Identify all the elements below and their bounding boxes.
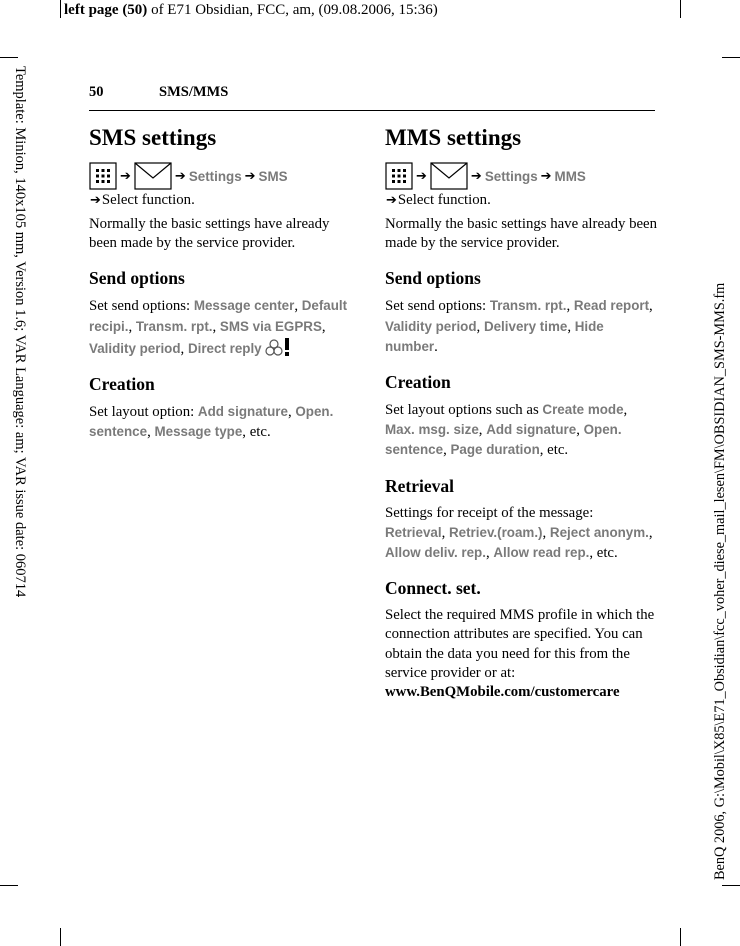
option-label: SMS via EGPRS: [219, 318, 322, 334]
crop-mark: [0, 885, 18, 886]
customercare-url[interactable]: www.BenQMobile.com/customercare: [385, 684, 620, 701]
nav-sms-label: SMS: [258, 168, 288, 184]
option-label: Retrieval: [385, 524, 442, 540]
sms-intro: Normally the basic settings have already been made by the service provider.: [89, 216, 330, 252]
option-label: Validity period: [385, 318, 477, 334]
mms-connect-set-heading: Connect. set.: [385, 578, 481, 599]
page-number: 50: [89, 84, 104, 100]
mms-send-options-heading: Send options: [385, 268, 481, 289]
exclamation-icon: [283, 337, 291, 357]
print-slug: [64, 0, 438, 20]
mms-retrieval-text: Settings for receipt of the message: Retrieval, Retriev.(roam.), Reject anonym., Allow deliv. rep., Allow read rep., etc.: [385, 504, 653, 562]
sms-send-options-heading: Send options: [89, 268, 185, 289]
mms-creation-heading: Creation: [385, 372, 451, 393]
nav-mms-label: MMS: [554, 168, 586, 184]
sms-send-options-text: Set send options: Message center, Default recipi., Transm. rpt., SMS via EGPRS, Validity period, Direct reply: [89, 298, 348, 357]
option-label: Create mode: [542, 402, 624, 418]
select-function-text: Select function.: [101, 192, 195, 208]
right-arrow-icon: ➔: [244, 168, 256, 184]
mms-settings-title: MMS settings: [385, 125, 522, 150]
option-label: Hide number: [385, 318, 604, 354]
select-function-line: [385, 192, 657, 209]
sms-settings-column: [89, 124, 357, 456]
mms-nav-path: [385, 160, 657, 192]
crop-mark: [722, 57, 740, 58]
right-arrow-icon: ➔: [416, 168, 427, 184]
option-label: Message center: [193, 298, 295, 314]
running-head: [89, 84, 655, 111]
network-service-icon: [265, 339, 283, 357]
crop-mark: [680, 0, 681, 18]
option-label: Message type: [154, 424, 243, 440]
mms-connect-set-text: Select the required MMS profile in which the connection attributes are specified. You can obtain the data you need for this from the service provider or at: www.BenQMobile.com/customercare: [385, 607, 655, 701]
right-arrow-icon: ➔: [386, 193, 397, 208]
mms-send-options-text: Set send options: Transm. rpt., Read report, Validity period, Delivery time, Hide number.: [385, 298, 653, 355]
right-arrow-icon: ➔: [540, 168, 552, 184]
file-path-sidebar: [712, 120, 732, 880]
sms-nav-path: [89, 160, 357, 192]
section-title: SMS/MMS: [159, 84, 229, 100]
template-info-text: Template: Minion, 140x105 mm, Version 1.6; VAR Language: am; VAR issue date: 060714: [12, 66, 28, 598]
crop-mark: [680, 928, 681, 946]
template-info-sidebar: [10, 66, 30, 866]
right-arrow-icon: ➔: [174, 168, 186, 184]
option-label: Retriev.(roam.): [448, 524, 543, 540]
sms-settings-title: SMS settings: [89, 125, 217, 150]
mms-settings-column: [385, 124, 657, 702]
sms-creation-text: Set layout option: Add signature, Open. sentence, Message type, etc.: [89, 404, 334, 441]
option-label: Max. msg. size: [385, 422, 479, 438]
option-label: Open. sentence: [89, 404, 334, 440]
right-arrow-icon: ➔: [120, 168, 131, 184]
option-label: Transm. rpt.: [135, 318, 213, 334]
file-path-text: BenQ 2006, G:\Mobil\X85\E71_Obsidian\fcc_voher_diese_mail_lesen\FM\OBSIDIAN_SMS-MMS.fm: [712, 282, 728, 880]
right-arrow-icon: ➔: [90, 193, 101, 208]
mms-intro: Normally the basic settings have already been made by the service provider.: [385, 216, 658, 252]
print-slug-details: of E71 Obsidian, FCC, am, (09.08.2006, 15:36): [147, 2, 438, 18]
envelope-key-icon: [430, 162, 468, 190]
menu-grid-key-icon: [385, 162, 413, 190]
option-label: Reject anonym.: [549, 524, 649, 540]
option-label: Allow deliv. rep.: [385, 545, 486, 561]
option-label: Transm. rpt.: [489, 298, 567, 314]
envelope-key-icon: [134, 162, 172, 190]
crop-mark: [60, 0, 61, 18]
mms-creation-text: Set layout options such as Create mode, Max. msg. size, Add signature, Open. sentence, Page duration, etc.: [385, 402, 628, 459]
select-function-line: [89, 192, 357, 209]
sms-creation-heading: Creation: [89, 374, 155, 395]
mms-retrieval-heading: Retrieval: [385, 475, 454, 496]
option-label: Delivery time: [483, 318, 568, 334]
menu-grid-key-icon: [89, 162, 117, 190]
option-label: Open. sentence: [385, 422, 622, 458]
nav-settings-label: Settings: [188, 168, 242, 184]
option-label: Add signature: [486, 422, 577, 438]
option-label: Direct reply: [187, 340, 262, 356]
option-label: Page duration: [450, 442, 540, 458]
right-arrow-icon: ➔: [470, 168, 482, 184]
option-label: Add signature: [197, 404, 288, 420]
option-label: Read report: [573, 298, 650, 314]
crop-mark: [722, 885, 740, 886]
option-label: Allow read rep.: [493, 545, 590, 561]
nav-settings-label: Settings: [484, 168, 538, 184]
option-label: Default recipi.: [89, 298, 348, 334]
select-function-text: Select function.: [397, 192, 491, 208]
crop-mark: [0, 57, 18, 58]
print-slug-page: left page (50): [64, 2, 148, 18]
option-label: Validity period: [89, 340, 181, 356]
crop-mark: [60, 928, 61, 946]
